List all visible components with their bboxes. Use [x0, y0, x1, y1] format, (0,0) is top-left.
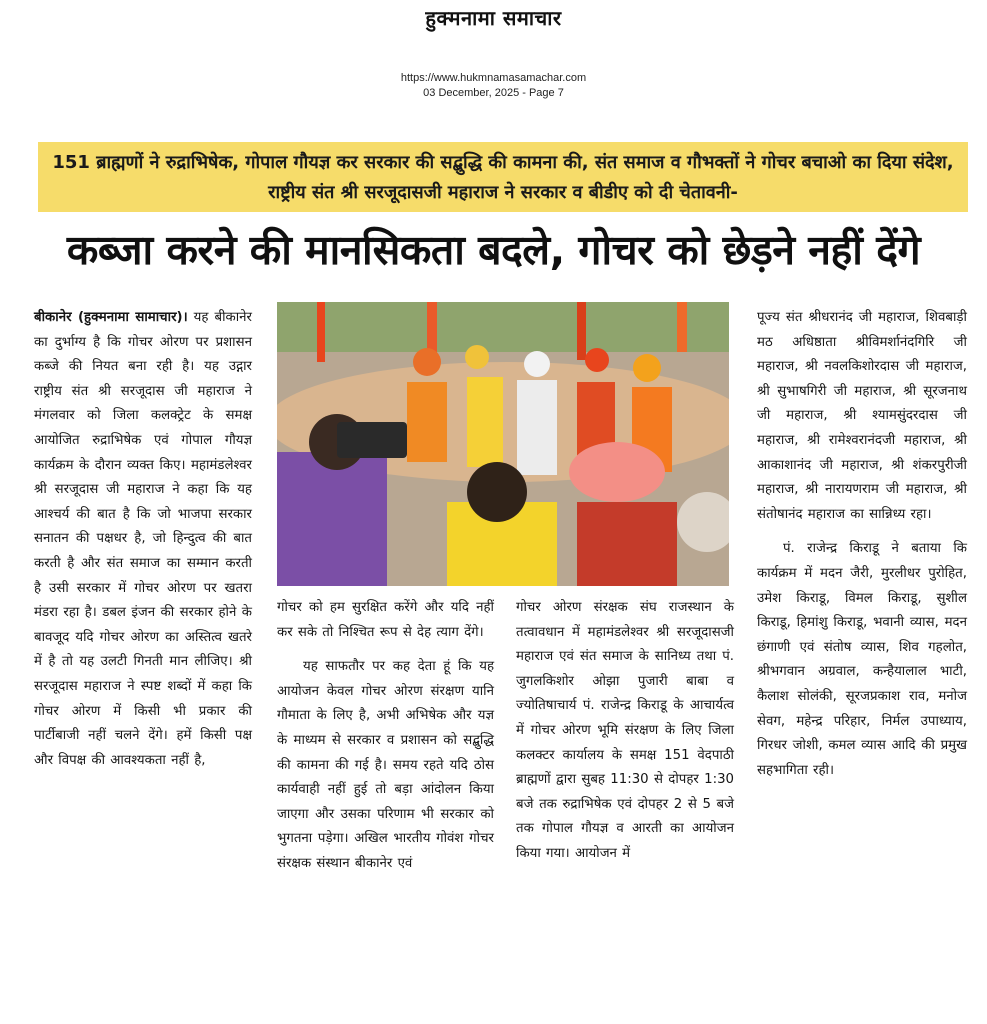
article-paragraph: पं. राजेन्द्र किराडू ने बताया कि कार्यक्रम में मदन जैरी, मुरलीधर पुरोहित, उमेश किराडू, विमल किराडू, सुशील किराडू, हिमांशु किराडू, भवानी व्यास, मदन छंगाणी एवं संतोष व्यास, शिव गहलोत, श्रीभगवान अग्रवाल, कन्हैयालाल भाटी, कैलाश सोलंकी, सूरजप्रकाश राव, मनोज सेवग, महेन्द्र परिहार, निर्मल उपाध्याय, गिरधर जोशी, कमल व्यास आदि की प्रमुख सहभागिता रही। [757, 541, 967, 778]
news-photo [277, 302, 729, 586]
paragraph-text: यह बीकानेर का दुर्भाग्य है कि गोचर ओरण पर प्रशासन कब्जे की नियत बना रही है। यह उद्गार राष्ट्रीय संत श्री सरजूदास जी महाराज ने मंगलवार को जिला कलक्ट्रेट के समक्ष आयोजित रुद्राभिषेक एवं गोपाल गौयज्ञ कार्यक्रम के दौरान व्यक्त किए। महामंडलेश्वर श्री सरजूदास जी महाराज ने कहा कि यह आश्चर्य की बात है कि जो भाजपा सरकार सनातन की पक्षधर है, जो हिन्दुत्व की बात करती है और संत समाज का सम्मान करती है उसी सरकार में गोचर ओरण पर खतरा मंडरा रहा है। डबल इंजन की सरकार होने के बावजूद यदि गोचर ओरण का अस्तित्व खतरे में है तो यह उलटी गिनती मान लीजिए। श्री सरजूदास महाराज ने स्पष्ट शब्दों में कहा कि गोचर ओरण में किसी भी प्रकार की पार्टीबाजी नहीं चलने देंगे। हमें किसी पक्ष और विपक्ष की आवश्यकता नहीं है, [34, 310, 252, 768]
date-page: 03 December, 2025 - Page 7 [423, 87, 564, 99]
article-column-2 [277, 596, 494, 877]
subheadline-text: 151 ब्राह्मणों ने रुद्राभिषेक, गोपाल गौयज्ञ कर सरकार की सद्बुद्धि की कामना की, संत समाज व गौभक्तों ने गोचर बचाओ का दिया संदेश, राष्ट्रीय संत श्री सरजूदासजी महाराज ने सरकार व बीडीए को दी चेतावनी- [52, 152, 954, 203]
article-paragraph: गोचर ओरण संरक्षक संघ राजस्थान के तत्वावधान में महामंडलेश्वर श्री सरजूदासजी महाराज एवं संत समाज के सानिध्य तथा पं. जुगलकिशोर ओझा पुजारी बाबा व ज्योतिषाचार्य पं. राजेन्द्र किराडू के आचार्यत्व में गोचर ओरण भूमि संरक्षण के लिए जिला कलक्टर कार्यालय के समक्ष 151 वेदपाठी ब्राह्मणों द्वारा सुबह 11:30 से दोपहर 1:30 बजे तक रुद्राभिषेक एवं दोपहर 2 से 5 बजे तक गोपाल गौयज्ञ व आरती का आयोजन किया गया। आयोजन में [516, 600, 734, 861]
masthead: हुक्मनामा समाचार [425, 6, 562, 30]
article-column-4 [757, 306, 967, 783]
article-paragraph: गोचर को हम सुरक्षित करेंगे और यदि नहीं कर सके तो निश्चित रूप से देह त्याग देंगे। [277, 600, 494, 640]
headline: कब्जा करने की मानसिकता बदले, गोचर को छेड़ने नहीं देंगे [66, 226, 921, 274]
subheadline-banner [38, 142, 968, 212]
news-photo-illustration [277, 302, 729, 586]
article-paragraph: पूज्य संत श्रीधरानंद जी महाराज, शिवबाड़ी मठ अधिष्ठाता श्रीविमर्शानंदगिरि जी महाराज, श्री नवलकिशोरदास जी महाराज, श्री सुभाषगिरी जी महाराज, श्री सूरजनाथ जी महाराज, श्री श्यामसुंदरदास जी महाराज, श्री रामेश्वरानंदजी महाराज, श्री आकाशानंद जी महाराज, श्री शंकरपुरीजी महाराज, श्री नारायणराम जी महाराज, श्री संतोषानंद महाराज का सान्निध्य रहा। [757, 310, 967, 522]
source-url[interactable]: https://www.hukmnamasamachar.com [400, 72, 587, 84]
article-paragraph: यह साफतौर पर कह देता हूं कि यह आयोजन केवल गोचर ओरण संरक्षण यानि गौमाता के लिए है, अभी अभिषेक और यज्ञ के माध्यम से सरकार व प्रशासन को सद्बुद्धि की कामना की गई है। समय रहते यदि ठोस कार्यवाही नहीं हुई तो बड़ा आंदोलन किया जाएगा और उसका परिणाम भी सरकार को भुगतना पड़ेगा। अखिल भारतीय गोवंश गोचर संरक्षक संस्थान बीकानेर एवं [277, 659, 494, 871]
article-column-1 [34, 306, 252, 773]
dateline: बीकानेर (हुक्मनामा सामाचार)। [34, 310, 188, 325]
article-column-3 [516, 596, 734, 867]
article-paragraph [34, 306, 252, 773]
